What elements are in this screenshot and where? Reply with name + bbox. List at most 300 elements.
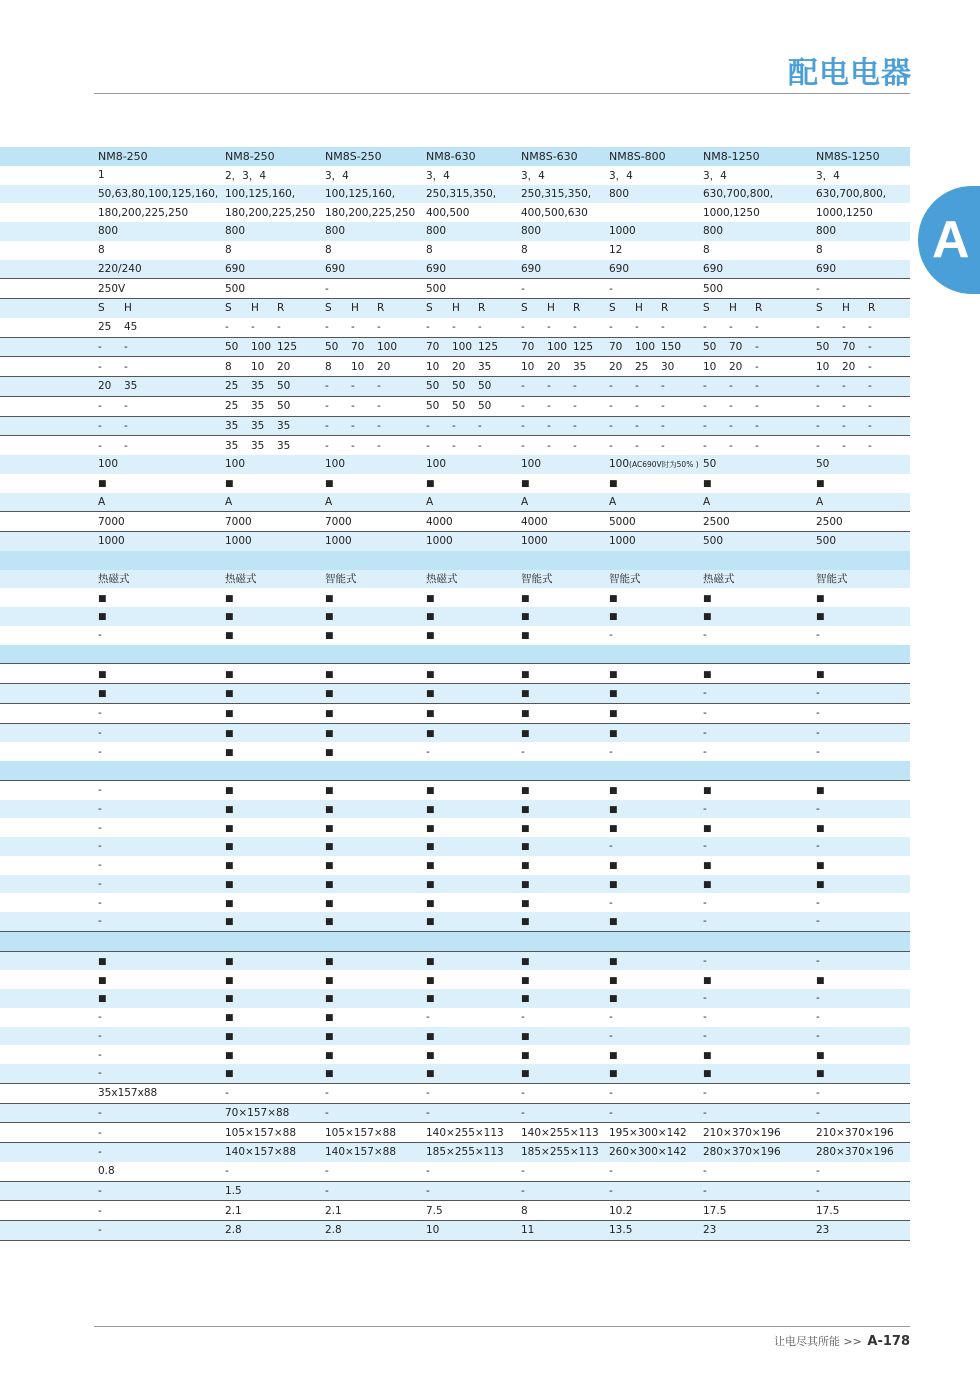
check-mark: ■ — [426, 823, 435, 834]
cell-value: - — [816, 802, 820, 815]
row-label-cell — [0, 1064, 98, 1083]
table-cell — [225, 970, 325, 989]
column-header: NM8-630 — [426, 147, 521, 166]
table-cell — [703, 1083, 816, 1103]
cell-value: 2，3，4 — [225, 169, 267, 182]
table-row — [0, 970, 910, 989]
table-cell — [609, 1221, 703, 1241]
cell-value: - — [521, 745, 525, 758]
table-cell — [609, 1027, 703, 1046]
sub-value: 35 — [277, 419, 291, 432]
table-cell — [325, 703, 426, 723]
table-cell — [521, 357, 609, 377]
row-label-cell — [0, 570, 98, 589]
table-cell — [426, 1083, 521, 1103]
check-mark: ■ — [98, 994, 107, 1005]
cell-value: 800 — [609, 187, 630, 200]
cell-value: - — [816, 992, 820, 1005]
table-cell — [426, 1103, 521, 1123]
row-label-cell — [0, 396, 98, 416]
table-cell — [816, 1221, 910, 1241]
table-row — [0, 1103, 910, 1123]
check-mark: ■ — [426, 975, 435, 986]
table-cell — [703, 416, 816, 436]
check-mark: ■ — [225, 479, 234, 490]
table-cell — [521, 532, 609, 551]
row-label-cell — [0, 664, 98, 684]
table-cell — [426, 645, 521, 664]
check-mark: ■ — [426, 804, 435, 815]
table-cell — [703, 512, 816, 532]
table-cell — [703, 856, 816, 875]
check-mark: ■ — [325, 975, 334, 986]
cell-value: 智能式 — [816, 573, 848, 586]
table-cell — [98, 241, 225, 260]
table-cell — [426, 1008, 521, 1027]
check-mark: ■ — [521, 1069, 530, 1080]
sub-value: H — [124, 302, 132, 315]
sub-value: 10 — [521, 360, 535, 373]
table-cell — [225, 1123, 325, 1143]
check-mark: ■ — [609, 1050, 618, 1061]
cell-value: 1000,1250 — [816, 206, 873, 219]
table-cell — [703, 875, 816, 894]
table-cell — [98, 279, 225, 299]
table-cell — [703, 222, 816, 241]
sub-value: R — [868, 302, 876, 315]
cell-value: 185×255×113 — [426, 1146, 504, 1159]
cell-value: 100 — [426, 458, 447, 471]
sub-value: - — [351, 439, 355, 452]
cell-value: 630,700,800, — [703, 187, 774, 200]
check-mark: ■ — [703, 479, 712, 490]
table-body — [0, 166, 910, 1241]
check-mark: ■ — [225, 879, 234, 890]
sub-value: 50 — [478, 380, 492, 393]
table-cell — [98, 203, 225, 222]
table-cell — [521, 875, 609, 894]
table-row — [0, 493, 910, 512]
row-label-cell — [0, 241, 98, 260]
table-cell — [609, 1064, 703, 1083]
table-cell — [325, 279, 426, 299]
row-label-cell — [0, 761, 98, 780]
check-mark: ■ — [521, 804, 530, 815]
cell-value: 2500 — [703, 515, 730, 528]
table-cell — [609, 684, 703, 704]
cell-value: 1000 — [225, 535, 252, 548]
table-cell — [703, 1045, 816, 1064]
check-mark: ■ — [521, 823, 530, 834]
table-cell — [426, 970, 521, 989]
table-cell — [98, 1045, 225, 1064]
cell-value: 热磁式 — [426, 573, 458, 586]
table-cell — [426, 818, 521, 837]
sub-value: 35 — [277, 439, 291, 452]
table-cell — [98, 951, 225, 970]
table-cell — [609, 761, 703, 780]
table-cell — [521, 299, 609, 318]
sub-value: - — [377, 380, 381, 393]
table-cell — [609, 1083, 703, 1103]
table-cell — [325, 166, 426, 185]
sub-value: - — [816, 380, 820, 393]
table-cell — [703, 951, 816, 970]
cell-value: 8 — [703, 244, 710, 257]
table-cell — [426, 780, 521, 799]
table-cell — [225, 1083, 325, 1103]
cell-value: - — [816, 1029, 820, 1042]
cell-value: A — [609, 495, 617, 508]
cell-value: 3，4 — [426, 169, 450, 182]
table-cell — [98, 166, 225, 185]
cell-value: 280×370×196 — [703, 1146, 781, 1159]
sub-value: - — [547, 439, 551, 452]
table-cell — [609, 318, 703, 337]
table-cell — [816, 532, 910, 551]
table-cell — [98, 664, 225, 684]
cell-value: 500 — [816, 535, 837, 548]
sub-value: 10 — [816, 360, 830, 373]
sub-value: H — [351, 302, 359, 315]
table-cell — [703, 989, 816, 1008]
sub-value: 50 — [426, 380, 440, 393]
check-mark: ■ — [225, 1031, 234, 1042]
sub-value: - — [573, 439, 577, 452]
cell-value: - — [703, 992, 707, 1005]
row-label-cell — [0, 1103, 98, 1123]
table-cell — [325, 893, 426, 912]
table-cell — [816, 1123, 910, 1143]
row-label-cell — [0, 800, 98, 819]
sub-value: - — [755, 439, 759, 452]
table-cell — [225, 1008, 325, 1027]
row-label-cell — [0, 626, 98, 645]
cell-value: 690 — [521, 262, 542, 275]
check-mark: ■ — [325, 1069, 334, 1080]
row-label-cell — [0, 532, 98, 551]
row-label-cell — [0, 260, 98, 279]
table-cell — [98, 1201, 225, 1221]
table-cell — [816, 837, 910, 856]
check-mark: ■ — [609, 956, 618, 967]
check-mark: ■ — [816, 593, 825, 604]
table-cell — [816, 1027, 910, 1046]
cell-value: 2.8 — [225, 1224, 242, 1237]
table-cell — [703, 474, 816, 493]
check-mark: ■ — [426, 879, 435, 890]
sub-value: - — [573, 400, 577, 413]
page-title: 配电电器 — [788, 56, 912, 91]
check-mark: ■ — [325, 898, 334, 909]
cell-value: 180,200,225,250 — [98, 206, 189, 219]
table-cell — [98, 1064, 225, 1083]
check-mark: ■ — [703, 669, 712, 680]
table-cell — [521, 1008, 609, 1027]
table-row — [0, 1064, 910, 1083]
cell-value: - — [98, 1011, 102, 1024]
table-cell — [521, 626, 609, 645]
check-mark: ■ — [426, 956, 435, 967]
cell-value: - — [325, 1087, 329, 1100]
check-mark: ■ — [703, 975, 712, 986]
table-cell — [98, 570, 225, 589]
sub-value: - — [816, 439, 820, 452]
check-mark: ■ — [225, 861, 234, 872]
table-cell — [225, 493, 325, 512]
table-cell — [325, 684, 426, 704]
table-cell — [521, 455, 609, 474]
cell-value: - — [703, 1087, 707, 1100]
check-mark: ■ — [521, 956, 530, 967]
table-cell — [325, 1221, 426, 1241]
table-cell — [609, 203, 703, 222]
check-mark: ■ — [426, 917, 435, 928]
check-mark: ■ — [325, 593, 334, 604]
cell-value: - — [225, 1165, 229, 1178]
cell-value: 4000 — [426, 515, 453, 528]
row-label-cell — [0, 1027, 98, 1046]
row-label-cell — [0, 912, 98, 931]
sub-value: - — [124, 419, 128, 432]
cell-value: 10 — [426, 1224, 440, 1237]
table-cell — [703, 570, 816, 589]
check-mark: ■ — [521, 786, 530, 797]
sub-value: 35 — [251, 439, 265, 452]
column-header: NM8S-1250 — [816, 147, 910, 166]
table-cell — [225, 377, 325, 397]
cell-value: 2.1 — [325, 1204, 342, 1217]
row-label-cell — [0, 377, 98, 397]
table-cell — [521, 761, 609, 780]
table-cell — [225, 761, 325, 780]
table-cell — [816, 260, 910, 279]
check-mark: ■ — [703, 593, 712, 604]
table-cell — [816, 337, 910, 357]
cell-value: - — [703, 802, 707, 815]
table-cell — [816, 1045, 910, 1064]
table-cell — [703, 664, 816, 684]
sub-value: - — [703, 380, 707, 393]
sub-value: - — [609, 419, 613, 432]
table-cell — [816, 893, 910, 912]
cell-value: - — [325, 282, 329, 295]
table-cell — [521, 241, 609, 260]
sub-value: - — [98, 400, 102, 413]
table-cell — [609, 970, 703, 989]
table-row — [0, 931, 910, 951]
table-row — [0, 279, 910, 299]
row-label-cell — [0, 684, 98, 704]
row-label-cell — [0, 742, 98, 761]
table-cell — [225, 856, 325, 875]
table-cell — [703, 931, 816, 951]
table-cell — [325, 989, 426, 1008]
table-cell — [521, 279, 609, 299]
table-cell — [703, 1027, 816, 1046]
table-cell — [426, 474, 521, 493]
cell-value: 3，4 — [609, 169, 633, 182]
table-cell — [703, 1064, 816, 1083]
row-label-cell — [0, 166, 98, 185]
cell-value: 690 — [609, 262, 630, 275]
table-row — [0, 607, 910, 626]
table-cell — [816, 1083, 910, 1103]
table-row — [0, 532, 910, 551]
table-cell — [98, 780, 225, 799]
cell-value: - — [426, 745, 430, 758]
table-cell — [98, 626, 225, 645]
sub-value: - — [609, 380, 613, 393]
row-label-cell — [0, 818, 98, 837]
sub-value: - — [868, 340, 872, 353]
sub-value: - — [377, 321, 381, 334]
check-mark: ■ — [426, 1069, 435, 1080]
cell-value: 100 — [325, 458, 346, 471]
table-cell — [98, 532, 225, 551]
cell-value: - — [426, 1165, 430, 1178]
table-cell — [426, 989, 521, 1008]
sub-value: 35 — [478, 360, 492, 373]
table-row — [0, 260, 910, 279]
sub-value: S — [98, 302, 105, 315]
column-header: NM8-250 — [98, 147, 225, 166]
check-mark: ■ — [521, 669, 530, 680]
table-cell — [703, 1123, 816, 1143]
cell-value: - — [703, 896, 707, 909]
sub-value: - — [277, 321, 281, 334]
sub-value: H — [729, 302, 737, 315]
table-cell — [325, 551, 426, 570]
sub-value: - — [868, 321, 872, 334]
check-mark: ■ — [325, 631, 334, 642]
footer-divider — [94, 1326, 910, 1327]
table-cell — [816, 951, 910, 970]
table-cell — [225, 626, 325, 645]
cell-value: - — [816, 1106, 820, 1119]
table-cell — [609, 455, 703, 474]
table-header-row — [0, 147, 910, 166]
row-label-cell — [0, 436, 98, 455]
table-cell — [521, 436, 609, 455]
table-cell — [98, 931, 225, 951]
table-cell — [703, 970, 816, 989]
table-cell — [426, 222, 521, 241]
table-cell — [426, 570, 521, 589]
check-mark: ■ — [325, 804, 334, 815]
table-cell — [98, 818, 225, 837]
row-label-cell — [0, 723, 98, 742]
check-mark: ■ — [521, 861, 530, 872]
check-mark: ■ — [98, 975, 107, 986]
table-cell — [609, 588, 703, 607]
row-label-cell — [0, 1143, 98, 1162]
cell-value: 0.8 — [98, 1165, 115, 1178]
table-cell — [703, 337, 816, 357]
row-label-cell — [0, 203, 98, 222]
cell-value: 热磁式 — [225, 573, 257, 586]
table-cell — [325, 222, 426, 241]
check-mark: ■ — [521, 842, 530, 853]
sub-value: - — [452, 419, 456, 432]
check-mark: ■ — [521, 709, 530, 720]
cell-value: A — [426, 495, 434, 508]
table-cell — [609, 912, 703, 931]
cell-value: 2.1 — [225, 1204, 242, 1217]
check-mark: ■ — [521, 879, 530, 890]
table-cell — [426, 837, 521, 856]
cell-value: 热磁式 — [703, 573, 735, 586]
table-cell — [98, 837, 225, 856]
section-tab-a[interactable]: A — [918, 186, 980, 294]
table-cell — [426, 1045, 521, 1064]
table-cell — [521, 1045, 609, 1064]
table-cell — [609, 1045, 703, 1064]
table-cell — [816, 185, 910, 204]
cell-value: - — [609, 1029, 613, 1042]
check-mark: ■ — [816, 786, 825, 797]
sub-value: - — [635, 380, 639, 393]
footer-arrows: >> — [843, 1335, 862, 1348]
cell-value: 7000 — [325, 515, 352, 528]
cell-value: - — [98, 877, 102, 890]
table-cell — [816, 396, 910, 416]
check-mark: ■ — [609, 786, 618, 797]
table-cell — [225, 512, 325, 532]
cell-value: 35x157x88 — [98, 1087, 158, 1100]
row-label-cell — [0, 1008, 98, 1027]
table-cell — [98, 551, 225, 570]
sub-value: - — [426, 419, 430, 432]
check-mark: ■ — [521, 994, 530, 1005]
table-cell — [426, 1123, 521, 1143]
cell-value: 2500 — [816, 515, 843, 528]
table-cell — [426, 951, 521, 970]
table-cell — [225, 396, 325, 416]
sub-value: - — [635, 419, 639, 432]
table-cell — [609, 570, 703, 589]
check-mark: ■ — [325, 861, 334, 872]
sub-value: 70 — [609, 340, 623, 353]
check-mark: ■ — [325, 709, 334, 720]
cell-value: 100 — [609, 458, 630, 471]
table-row — [0, 222, 910, 241]
table-cell — [609, 512, 703, 532]
sub-value: - — [729, 400, 733, 413]
cell-value: 690 — [325, 262, 346, 275]
table-cell — [521, 837, 609, 856]
row-label-cell — [0, 780, 98, 799]
table-cell — [98, 989, 225, 1008]
check-mark: ■ — [609, 1069, 618, 1080]
table-cell — [703, 626, 816, 645]
check-mark: ■ — [225, 747, 234, 758]
table-cell — [816, 856, 910, 875]
sub-value: 70 — [426, 340, 440, 353]
check-mark: ■ — [816, 823, 825, 834]
row-label-cell — [0, 279, 98, 299]
table-cell — [816, 512, 910, 532]
check-mark: ■ — [325, 842, 334, 853]
sub-value: - — [816, 400, 820, 413]
cell-value: 180,200,225,250 — [225, 206, 316, 219]
table-cell — [325, 241, 426, 260]
check-mark: ■ — [325, 1031, 334, 1042]
table-cell — [609, 279, 703, 299]
table-row — [0, 337, 910, 357]
sub-value: - — [452, 321, 456, 334]
check-mark: ■ — [609, 728, 618, 739]
